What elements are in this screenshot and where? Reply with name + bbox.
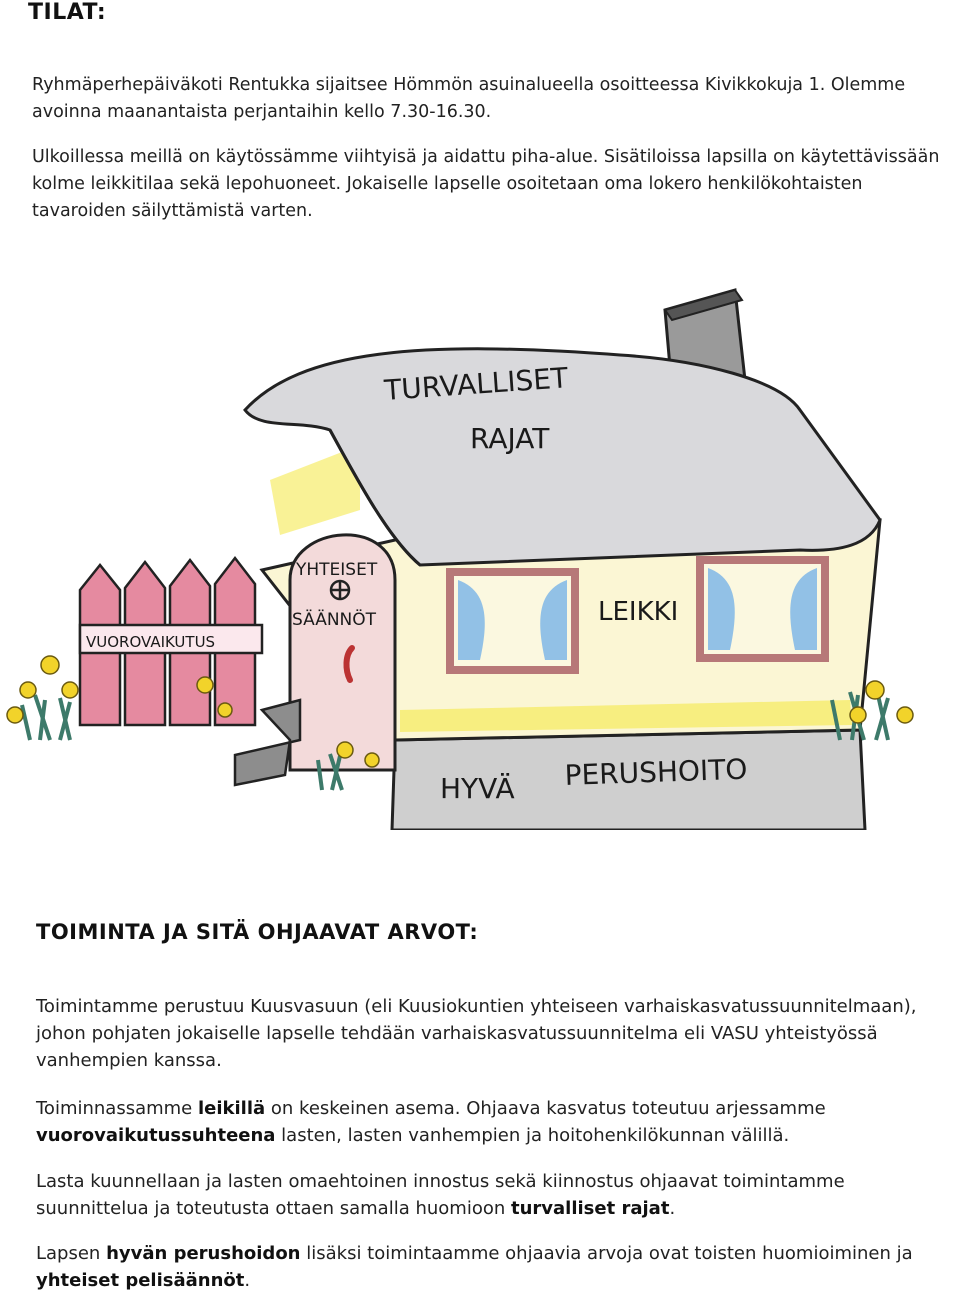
section-heading-toiminta: TOIMINTA JA SITÄ OHJAAVAT ARVOT:	[36, 920, 479, 944]
paragraph-perushoito	[36, 1240, 956, 1294]
bold-yhteiset-pelisaannot: yhteiset pelisäännöt	[36, 1270, 245, 1291]
text-span: lasten, lasten vanhempien ja hoitohenkilökunnan välillä.	[275, 1125, 790, 1146]
door-text-top: YHTEISET	[296, 560, 378, 580]
window-label: LEIKKI	[598, 597, 679, 627]
paragraph-facilities: Ulkoillessa meillä on käytössämme viihtyisä ja aidattu piha-alue. Sisätiloissa lapsilla on käytettävissään kolme leikkitilaa sekä lepohuoneet. Jokaiselle lapselle osoitetaan oma lokero henkilökohtaisten tavaroiden säilyttämistä varten.	[32, 147, 940, 221]
foundation-word1: HYVÄ	[440, 772, 515, 805]
paragraph-kuusvasu: Toimintamme perustuu Kuusvasuun (eli Kuusiokuntien yhteiseen varhaiskasvatussuunnitelmaan), johon pohjaten jokaiselle lapselle tehdään varhaiskasvatussuunnitelma eli VASU yhteistyössä vanhempien kanssa.	[36, 996, 917, 1071]
grass-left	[22, 695, 70, 740]
roof-text-line1: TURVALLISET	[383, 361, 570, 407]
text-span: .	[669, 1198, 676, 1219]
paragraph-leikki	[36, 1095, 946, 1149]
roof-text-line2: RAJAT	[470, 422, 550, 455]
paragraph-location: Ryhmäperhepäiväkoti Rentukka sijaitsee Hömmön asuinalueella osoitteessa Kivikkokuja 1. Olemme avoinna maanantaista perjantaihin kello 7.30-16.30.	[32, 75, 906, 122]
fence-sign-text: VUOROVAIKUTUS	[86, 633, 216, 651]
text-span: .	[244, 1270, 251, 1291]
bold-leikilla: leikillä	[197, 1098, 266, 1119]
text-span: Lapsen	[36, 1243, 107, 1264]
house-illustration	[0, 270, 960, 830]
foundation-word2: PERUSHOITO	[564, 752, 748, 792]
section-heading-tilat: TILAT:	[28, 0, 107, 25]
text-span: Toiminnassamme	[36, 1098, 198, 1119]
bold-turvalliset-rajat: turvalliset rajat	[511, 1198, 670, 1219]
bold-hyvan-perushoidon: hyvän perushoidon	[106, 1243, 301, 1264]
text-span: on keskeinen asema. Ohjaava kasvatus toteutuu arjessamme	[265, 1098, 826, 1119]
text-span: lisäksi toimintaamme ohjaavia arvoja ovat toisten huomioiminen ja	[300, 1243, 913, 1264]
bold-vuorovaikutussuhteena: vuorovaikutussuhteena	[36, 1125, 276, 1146]
text-span: Lasta kuunnellaan ja lasten omaehtoinen innostus sekä kiinnostus ohjaavat toimintamme suunnittelua ja toteutusta ottaen samalla huomioon	[36, 1171, 845, 1219]
paragraph-rajat	[36, 1168, 946, 1222]
door-text-bottom: SÄÄNNÖT	[292, 610, 377, 630]
